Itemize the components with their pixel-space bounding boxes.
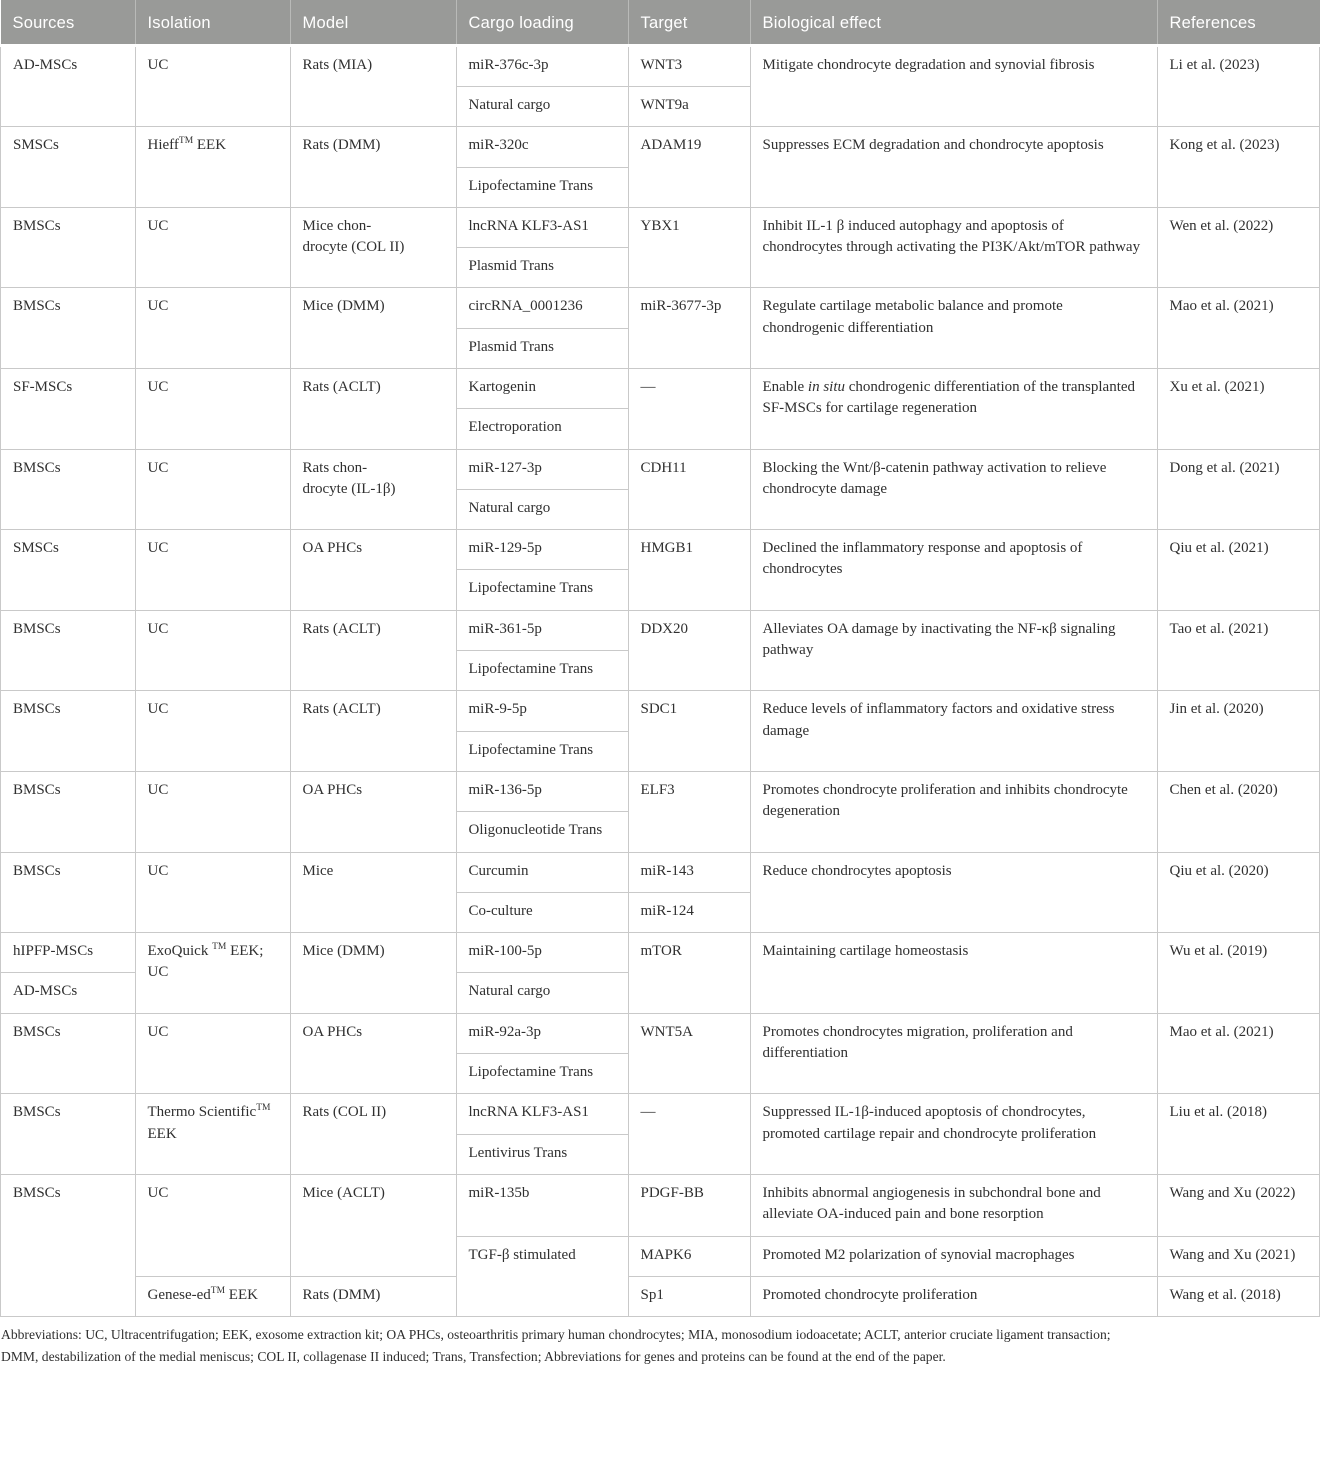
cell-isolation: UC bbox=[135, 45, 290, 127]
table-row bbox=[1, 933, 1320, 973]
cell-cargo: Lipofectamine Trans bbox=[456, 570, 628, 610]
cell-cargo: Curcumin bbox=[456, 852, 628, 892]
cell-cargo: Lentivirus Trans bbox=[456, 1134, 628, 1174]
cell-effect: Maintaining cartilage homeostasis bbox=[750, 933, 1157, 1014]
cell-target: Sp1 bbox=[628, 1276, 750, 1316]
cell-cargo: lncRNA KLF3-AS1 bbox=[456, 207, 628, 247]
column-header-cargo: Cargo loading bbox=[456, 0, 628, 45]
cell-target: MAPK6 bbox=[628, 1236, 750, 1276]
cell-target: miR-143 bbox=[628, 852, 750, 892]
table-row bbox=[1, 691, 1320, 731]
cell-effect: Alleviates OA damage by inactivating the NF-κβ signaling pathway bbox=[750, 610, 1157, 691]
table-body bbox=[1, 45, 1320, 1317]
cell-target: — bbox=[628, 1094, 750, 1175]
cell-cargo: Co-culture bbox=[456, 892, 628, 932]
table-row bbox=[1, 288, 1320, 328]
cell-cargo: Electroporation bbox=[456, 409, 628, 449]
cell-references: Wu et al. (2019) bbox=[1157, 933, 1320, 1014]
table-row bbox=[1, 1174, 1320, 1236]
cell-cargo: TGF-β stimulated bbox=[456, 1236, 628, 1317]
cell-sources: SF-MSCs bbox=[1, 369, 136, 450]
cell-model: Rats (COL II) bbox=[290, 1094, 456, 1175]
cell-sources: hIPFP-MSCs bbox=[1, 933, 136, 973]
cell-isolation: UC bbox=[135, 1013, 290, 1094]
cell-isolation: UC bbox=[135, 207, 290, 288]
cell-sources: AD-MSCs bbox=[1, 45, 136, 127]
cell-isolation: Genese-ed™ EEK bbox=[135, 1276, 290, 1316]
table-row bbox=[1, 530, 1320, 570]
cell-sources: BMSCs bbox=[1, 852, 136, 933]
cell-cargo: Natural cargo bbox=[456, 489, 628, 529]
cell-references: Dong et al. (2021) bbox=[1157, 449, 1320, 530]
cell-isolation: UC bbox=[135, 1174, 290, 1276]
cell-target: ELF3 bbox=[628, 771, 750, 852]
cell-references: Wen et al. (2022) bbox=[1157, 207, 1320, 288]
cell-model: Mice (ACLT) bbox=[290, 1174, 456, 1276]
cell-effect: Mitigate chondrocyte degradation and synovial fibrosis bbox=[750, 45, 1157, 127]
column-header-isolation: Isolation bbox=[135, 0, 290, 45]
cell-sources: BMSCs bbox=[1, 1174, 136, 1316]
cell-model: Rats (ACLT) bbox=[290, 369, 456, 450]
cell-cargo: Oligonucleotide Trans bbox=[456, 812, 628, 852]
cell-model: Rats (MIA) bbox=[290, 45, 456, 127]
cell-references: Mao et al. (2021) bbox=[1157, 288, 1320, 369]
cell-sources: BMSCs bbox=[1, 449, 136, 530]
cell-sources: BMSCs bbox=[1, 691, 136, 772]
cell-effect: Promotes chondrocytes migration, proliferation and differentiation bbox=[750, 1013, 1157, 1094]
cell-cargo: Lipofectamine Trans bbox=[456, 651, 628, 691]
cell-cargo: miR-129-5p bbox=[456, 530, 628, 570]
cell-cargo: Plasmid Trans bbox=[456, 248, 628, 288]
cell-cargo: Natural cargo bbox=[456, 86, 628, 126]
cell-target: CDH11 bbox=[628, 449, 750, 530]
cell-isolation: UC bbox=[135, 691, 290, 772]
cell-isolation: UC bbox=[135, 449, 290, 530]
cell-sources: SMSCs bbox=[1, 127, 136, 208]
table-row bbox=[1, 1013, 1320, 1053]
column-header-target: Target bbox=[628, 0, 750, 45]
cell-cargo: Lipofectamine Trans bbox=[456, 731, 628, 771]
table-row bbox=[1, 207, 1320, 247]
cell-references: Li et al. (2023) bbox=[1157, 45, 1320, 127]
cell-effect: Enable in situ chondrogenic differentiation of the transplanted SF-MSCs for cartilage regeneration bbox=[750, 369, 1157, 450]
cell-target: DDX20 bbox=[628, 610, 750, 691]
cell-effect: Promotes chondrocyte proliferation and inhibits chondrocyte degeneration bbox=[750, 771, 1157, 852]
cell-cargo: miR-135b bbox=[456, 1174, 628, 1236]
cell-references: Kong et al. (2023) bbox=[1157, 127, 1320, 208]
cell-cargo: miR-127-3p bbox=[456, 449, 628, 489]
cell-target: WNT5A bbox=[628, 1013, 750, 1094]
cell-effect: Reduce chondrocytes apoptosis bbox=[750, 852, 1157, 933]
cell-model: OA PHCs bbox=[290, 1013, 456, 1094]
cell-model: Rats (DMM) bbox=[290, 127, 456, 208]
cell-cargo: Lipofectamine Trans bbox=[456, 167, 628, 207]
cell-references: Mao et al. (2021) bbox=[1157, 1013, 1320, 1094]
column-header-effect: Biological effect bbox=[750, 0, 1157, 45]
table-footnote: Abbreviations: UC, Ultracentrifugation; EEK, exosome extraction kit; OA PHCs, osteoarthritis primary human chondrocytes; MIA, monosodium iodoacetate; ACLT, anterior cruciate ligament transaction; DMM, destabilization of the medial meniscus; COL II, collagenase II induced; Trans, Transfection; Abbreviations for genes and proteins can be found at the end of the paper. bbox=[1, 1327, 1111, 1365]
table-row bbox=[1, 1094, 1320, 1134]
cell-references: Tao et al. (2021) bbox=[1157, 610, 1320, 691]
table-row bbox=[1, 127, 1320, 167]
table-row bbox=[1, 610, 1320, 650]
cell-model: Rats (ACLT) bbox=[290, 691, 456, 772]
cell-isolation: Hieff™ EEK bbox=[135, 127, 290, 208]
cell-isolation: ExoQuick ™ EEK; UC bbox=[135, 933, 290, 1014]
cell-cargo: miR-100-5p bbox=[456, 933, 628, 973]
cell-cargo: Plasmid Trans bbox=[456, 328, 628, 368]
cell-cargo: miR-92a-3p bbox=[456, 1013, 628, 1053]
table-row bbox=[1, 771, 1320, 811]
cell-references: Chen et al. (2020) bbox=[1157, 771, 1320, 852]
cell-sources: BMSCs bbox=[1, 288, 136, 369]
table-row bbox=[1, 852, 1320, 892]
cell-effect: Inhibit IL-1 β induced autophagy and apoptosis of chondrocytes through activating the PI3K/Akt/mTOR pathway bbox=[750, 207, 1157, 288]
cell-target: mTOR bbox=[628, 933, 750, 1014]
cell-references: Liu et al. (2018) bbox=[1157, 1094, 1320, 1175]
cell-sources: BMSCs bbox=[1, 610, 136, 691]
cell-references: Qiu et al. (2020) bbox=[1157, 852, 1320, 933]
cell-sources: BMSCs bbox=[1, 1013, 136, 1094]
cell-model: OA PHCs bbox=[290, 771, 456, 852]
cell-target: miR-124 bbox=[628, 892, 750, 932]
cell-cargo: Natural cargo bbox=[456, 973, 628, 1013]
cell-cargo: circRNA_0001236 bbox=[456, 288, 628, 328]
cell-isolation: UC bbox=[135, 530, 290, 611]
cell-sources: AD-MSCs bbox=[1, 973, 136, 1013]
cell-model: OA PHCs bbox=[290, 530, 456, 611]
table-row bbox=[1, 45, 1320, 86]
cell-target: WNT3 bbox=[628, 45, 750, 86]
cell-references: Jin et al. (2020) bbox=[1157, 691, 1320, 772]
cell-cargo: miR-9-5p bbox=[456, 691, 628, 731]
cell-effect: Promoted chondrocyte proliferation bbox=[750, 1276, 1157, 1316]
cell-target: HMGB1 bbox=[628, 530, 750, 611]
cell-sources: BMSCs bbox=[1, 1094, 136, 1175]
cell-references: Qiu et al. (2021) bbox=[1157, 530, 1320, 611]
cell-target: YBX1 bbox=[628, 207, 750, 288]
cell-isolation: UC bbox=[135, 771, 290, 852]
cell-isolation: UC bbox=[135, 369, 290, 450]
cell-model: Mice (DMM) bbox=[290, 288, 456, 369]
column-header-sources: Sources bbox=[1, 0, 136, 45]
cell-cargo: miR-376c-3p bbox=[456, 45, 628, 86]
cell-model: Rats (DMM) bbox=[290, 1276, 456, 1316]
cell-target: SDC1 bbox=[628, 691, 750, 772]
cell-target: — bbox=[628, 369, 750, 450]
cell-effect: Blocking the Wnt/β-catenin pathway activation to relieve chondrocyte damage bbox=[750, 449, 1157, 530]
table-row bbox=[1, 369, 1320, 409]
cell-target: WNT9a bbox=[628, 86, 750, 126]
cell-model: Mice (DMM) bbox=[290, 933, 456, 1014]
cell-model: Mice bbox=[290, 852, 456, 933]
column-header-model: Model bbox=[290, 0, 456, 45]
table-row bbox=[1, 1276, 1320, 1316]
cell-cargo: Kartogenin bbox=[456, 369, 628, 409]
cell-sources: BMSCs bbox=[1, 207, 136, 288]
column-header-references: References bbox=[1157, 0, 1320, 45]
table-row bbox=[1, 449, 1320, 489]
cell-cargo: miR-136-5p bbox=[456, 771, 628, 811]
header-row bbox=[1, 0, 1320, 45]
cell-model: Mice chon- drocyte (COL II) bbox=[290, 207, 456, 288]
cell-cargo: Lipofectamine Trans bbox=[456, 1054, 628, 1094]
cell-cargo: miR-361-5p bbox=[456, 610, 628, 650]
cell-references: Wang et al. (2018) bbox=[1157, 1276, 1320, 1316]
cell-effect: Promoted M2 polarization of synovial macrophages bbox=[750, 1236, 1157, 1276]
cell-effect: Regulate cartilage metabolic balance and promote chondrogenic differentiation bbox=[750, 288, 1157, 369]
cell-isolation: UC bbox=[135, 288, 290, 369]
cell-sources: BMSCs bbox=[1, 771, 136, 852]
cell-target: ADAM19 bbox=[628, 127, 750, 208]
cell-cargo: lncRNA KLF3-AS1 bbox=[456, 1094, 628, 1134]
cell-effect: Suppressed IL-1β-induced apoptosis of chondrocytes, promoted cartilage repair and chondrocyte proliferation bbox=[750, 1094, 1157, 1175]
cell-model: Rats chon- drocyte (IL-1β) bbox=[290, 449, 456, 530]
cell-references: Wang and Xu (2021) bbox=[1157, 1236, 1320, 1276]
cell-effect: Inhibits abnormal angiogenesis in subchondral bone and alleviate OA-induced pain and bone resorption bbox=[750, 1174, 1157, 1236]
cell-isolation: UC bbox=[135, 610, 290, 691]
cell-sources: SMSCs bbox=[1, 530, 136, 611]
cell-isolation: Thermo Scientific™ EEK bbox=[135, 1094, 290, 1175]
cell-isolation: UC bbox=[135, 852, 290, 933]
cell-target: miR-3677-3p bbox=[628, 288, 750, 369]
cell-target: PDGF-BB bbox=[628, 1174, 750, 1236]
cell-effect: Suppresses ECM degradation and chondrocyte apoptosis bbox=[750, 127, 1157, 208]
cell-references: Xu et al. (2021) bbox=[1157, 369, 1320, 450]
cell-effect: Declined the inflammatory response and apoptosis of chondrocytes bbox=[750, 530, 1157, 611]
cell-model: Rats (ACLT) bbox=[290, 610, 456, 691]
cell-effect: Reduce levels of inflammatory factors and oxidative stress damage bbox=[750, 691, 1157, 772]
cell-cargo: miR-320c bbox=[456, 127, 628, 167]
table-header bbox=[1, 0, 1320, 45]
cell-references: Wang and Xu (2022) bbox=[1157, 1174, 1320, 1236]
